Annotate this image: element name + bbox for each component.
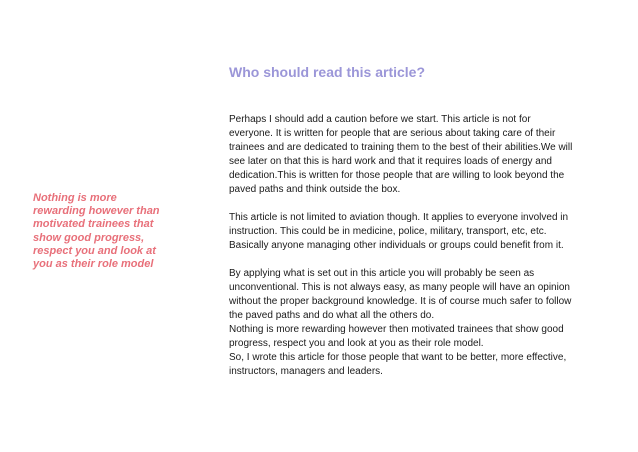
pull-quote-line: Nothing is more — [33, 192, 117, 204]
article-heading: Who should read this article? — [229, 64, 426, 80]
paragraph-line: everyone. It is written for people that are serious about taking care of their — [229, 128, 556, 139]
paragraph-line: instruction. This could be in medicine, police, military, transport, etc, etc. — [229, 226, 547, 237]
paragraph-line: without the proper background knowledge. It is of course much safer to follow — [229, 296, 572, 307]
paragraph-conclusion — [229, 267, 609, 379]
paragraph-line: Basically anyone managing other individuals or groups could benefit from it. — [229, 240, 564, 251]
paragraph-caution — [229, 113, 609, 197]
paragraph-line: This article is not limited to aviation though. It applies to everyone involved in — [229, 212, 569, 223]
pull-quote-line: you as their role model — [33, 258, 154, 271]
pull-quote-line: respect you and look at — [33, 244, 156, 257]
pull-quote — [33, 192, 183, 271]
paragraph-line: paved paths and think outside the box. — [229, 184, 401, 195]
pull-quote-line: show good progress, — [33, 231, 145, 244]
paragraph-line: By applying what is set out in this article you will probably be seen as — [229, 268, 535, 279]
paragraph-line: dedication.This is written for those people that are willing to look beyond the — [229, 170, 565, 181]
paragraph-scope — [229, 211, 609, 253]
article-body — [229, 113, 609, 393]
paragraph-line: the paved paths and do what all the others do. — [229, 310, 435, 321]
paragraph-line: progress, respect you and look at you as their role model. — [229, 338, 484, 349]
paragraph-line: instructors, managers and leaders. — [229, 366, 383, 377]
paragraph-line: trainees and are dedicated to training them to the best of their abilities.We will — [229, 142, 573, 153]
paragraph-line: Nothing is more rewarding however then motivated trainees that show good — [229, 324, 564, 335]
paragraph-line: unconventional. This is not always easy, as many people will have an opinion — [229, 282, 570, 293]
paragraph-line: see later on that this is hard work and that it requires loads of energy and — [229, 156, 552, 167]
pull-quote-line: rewarding however than — [33, 205, 160, 218]
paragraph-line: So, I wrote this article for those people that want to be better, more effective, — [229, 352, 567, 363]
paragraph-line: Perhaps I should add a caution before we start. This article is not for — [229, 114, 531, 125]
pull-quote-line: motivated trainees that — [33, 218, 154, 231]
